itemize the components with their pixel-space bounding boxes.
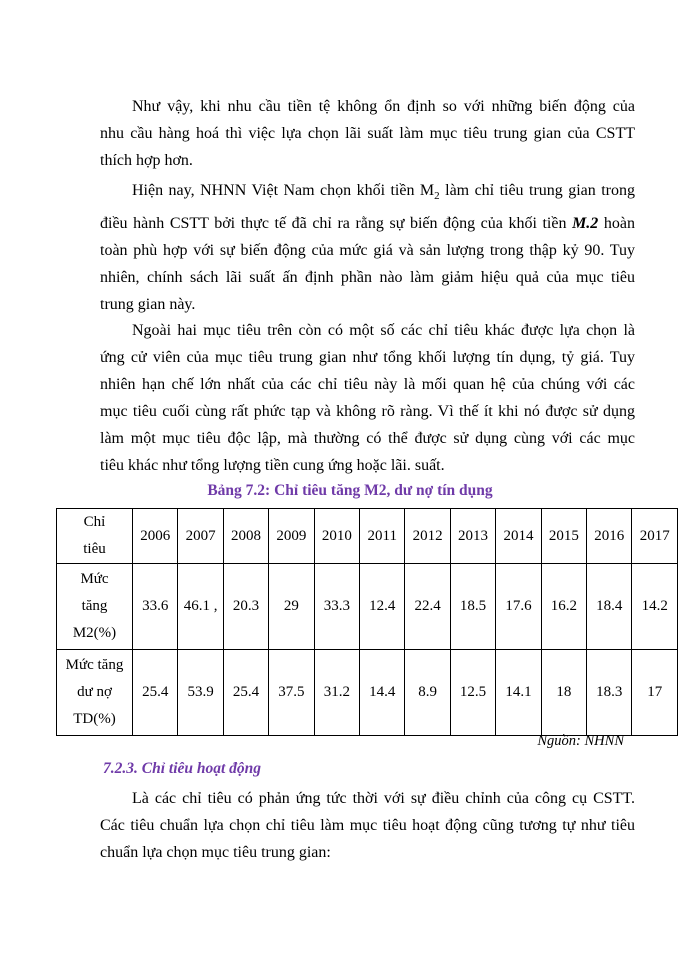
section-heading: 7.2.3. Chỉ tiêu hoạt động — [103, 760, 262, 777]
value-cell: 8.9 — [405, 650, 450, 736]
paragraph-1 — [100, 93, 635, 174]
data-table — [56, 508, 678, 736]
text-line: làm một mục tiêu độc lập, mà thường có thể được sử dụng cùng với các mục — [100, 430, 635, 447]
text-line: Các tiêu chuẩn lựa chọn chỉ tiêu làm mục tiêu hoạt động cũng tương tự như tiêu — [100, 817, 635, 834]
value-cell: 17.6 — [496, 564, 541, 650]
table-caption: Bảng 7.2: Chỉ tiêu tăng M2, dư nợ tín dụng — [207, 482, 493, 499]
text-line: trung gian này. — [100, 296, 196, 314]
year-cell: 2006 — [133, 509, 178, 564]
year-cell: 2014 — [496, 509, 541, 564]
value-cell: 25.4 — [133, 650, 178, 736]
table-header-row — [57, 509, 678, 564]
value-cell: 14.4 — [360, 650, 405, 736]
year-cell: 2007 — [178, 509, 223, 564]
table-row — [57, 650, 678, 736]
year-cell: 2011 — [360, 509, 405, 564]
value-cell: 18.5 — [450, 564, 495, 650]
text-fragment: hoàn — [598, 215, 635, 233]
year-cell: 2015 — [541, 509, 586, 564]
year-cell: 2008 — [223, 509, 268, 564]
year-cell: 2017 — [632, 509, 678, 564]
value-cell: 12.5 — [450, 650, 495, 736]
text-line: nhiên, chính sách lãi suất ấn định phần nào làm giảm hiệu quả của mục tiêu — [100, 269, 635, 287]
year-cell: 2013 — [450, 509, 495, 564]
value-cell: 20.3 — [223, 564, 268, 650]
value-cell: 31.2 — [314, 650, 359, 736]
text-fragment: làm chỉ tiêu trung gian trong — [439, 182, 636, 199]
value-cell: 46.1 , — [178, 564, 223, 650]
text-line: chuẩn lựa chọn mục tiêu trung gian: — [100, 844, 331, 861]
value-cell: 37.5 — [269, 650, 314, 736]
table-row — [57, 564, 678, 650]
text-line: Ngoài hai mục tiêu trên còn có một số các chỉ tiêu khác được lựa chọn là — [132, 322, 635, 339]
paragraph-3 — [100, 317, 635, 479]
header-label-cell — [57, 509, 133, 564]
text-line: toàn phù hợp với sự biến động của mức giá và sản lượng trong thập kỷ 90. Tuy — [100, 242, 635, 260]
row-label-line: Mức tăng — [65, 657, 124, 673]
value-cell: 33.6 — [133, 564, 178, 650]
subscript: 2 — [434, 190, 440, 203]
row-label-cell — [57, 650, 133, 736]
text-line — [100, 210, 635, 237]
value-cell: 18.4 — [587, 564, 632, 650]
row-label-line: tăng — [81, 598, 108, 614]
emphasis: M.2 — [572, 215, 599, 233]
header-label-line: Chỉ — [83, 514, 106, 530]
text-line: tiêu khác như tổng lượng tiền cung ứng hoặc lãi. suất. — [100, 457, 445, 474]
header-label-line: tiêu — [83, 541, 106, 557]
value-cell: 14.2 — [632, 564, 678, 650]
row-label-line: dư nợ — [77, 684, 112, 700]
text-fragment: điều hành CSTT bởi thực tế đã chỉ ra rằng sự biến động của khối tiền — [100, 215, 573, 233]
value-cell: 18.3 — [587, 650, 632, 736]
table-source: Nguồn: NHNN — [537, 733, 624, 749]
year-cell: 2010 — [314, 509, 359, 564]
value-cell: 17 — [632, 650, 678, 736]
text-line: ứng cử viên của mục tiêu trung gian như tổng khối lượng tín dụng, tỷ giá. Tuy — [100, 349, 635, 366]
text-line: nhiên hạn chế lớn nhất của các chỉ tiêu này là mối quan hệ của chúng với các — [100, 376, 635, 393]
text-line: thích hợp hơn. — [100, 152, 193, 169]
row-label-cell — [57, 564, 133, 650]
year-cell: 2016 — [587, 509, 632, 564]
value-cell: 18 — [541, 650, 586, 736]
text-line: Là các chỉ tiêu có phản ứng tức thời với sự điều chỉnh của công cụ CSTT. — [132, 790, 635, 807]
paragraph-4 — [100, 785, 635, 866]
paragraph-2 — [100, 177, 635, 318]
value-cell: 22.4 — [405, 564, 450, 650]
year-cell: 2009 — [269, 509, 314, 564]
value-cell: 53.9 — [178, 650, 223, 736]
row-label-line: TD(%) — [73, 711, 116, 727]
row-label-line: M2(%) — [72, 625, 117, 641]
text-fragment: Hiện nay, NHNN Việt Nam chọn khối tiền M — [132, 182, 435, 199]
year-cell: 2012 — [405, 509, 450, 564]
text-line — [100, 177, 635, 210]
row-label-line: Mức — [80, 571, 109, 587]
value-cell: 29 — [269, 564, 314, 650]
text-line: Như vậy, khi nhu cầu tiền tệ không ổn định so với những biến động của — [132, 98, 635, 115]
value-cell: 14.1 — [496, 650, 541, 736]
value-cell: 25.4 — [223, 650, 268, 736]
text-line: mục tiêu cuối cùng rất phức tạp và không rõ ràng. Vì thế ít khi nó được sử dụng — [100, 403, 635, 420]
value-cell: 33.3 — [314, 564, 359, 650]
value-cell: 12.4 — [360, 564, 405, 650]
text-line: nhu cầu hàng hoá thì việc lựa chọn lãi suất làm mục tiêu trung gian của CSTT — [100, 125, 635, 142]
value-cell: 16.2 — [541, 564, 586, 650]
